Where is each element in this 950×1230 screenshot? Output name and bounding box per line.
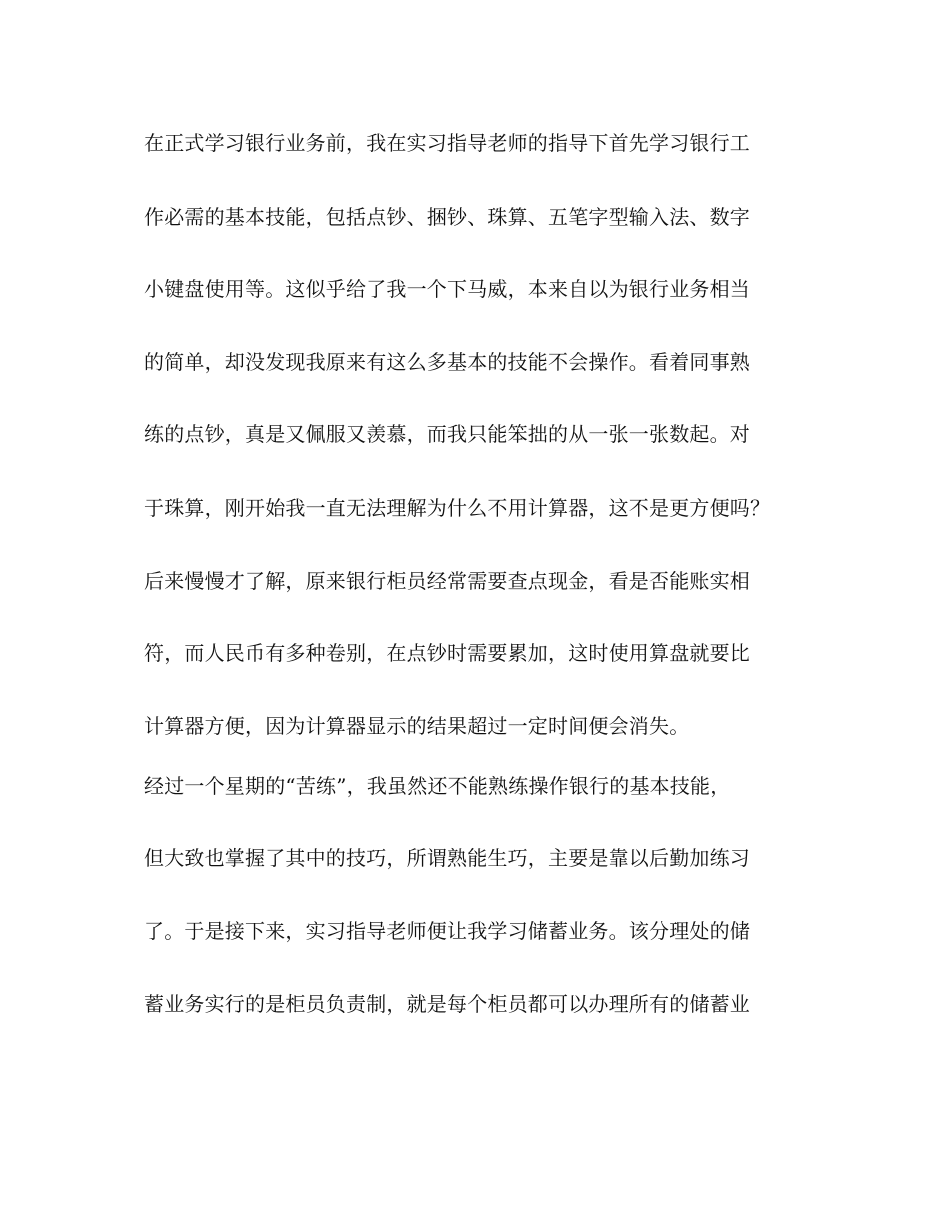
text-line: 经过一个星期的“苦练”，我虽然还不能熟练操作银行的基本技能， (144, 774, 731, 798)
text-line: 于珠算，刚开始我一直无法理解为什么不用计算器，这不是更方便吗？ (144, 496, 771, 520)
text-line: 但大致也掌握了其中的技巧，所谓熟能生巧，主要是靠以后勤加练习 (144, 846, 750, 870)
text-line: 后来慢慢才了解，原来银行柜员经常需要查点现金，看是否能账实相 (144, 569, 750, 593)
text-line: 作必需的基本技能，包括点钞、捆钞、珠算、五笔字型输入法、数字 (144, 205, 750, 229)
text-line: 的简单，却没发现我原来有这么多基本的技能不会操作。看着同事熟 (144, 350, 750, 374)
text-line: 计算器方便，因为计算器显示的结果超过一定时间便会消失。 (144, 714, 690, 738)
text-line: 练的点钞，真是又佩服又羡慕，而我只能笨拙的从一张一张数起。对 (144, 422, 750, 446)
text-line: 了。于是接下来，实习指导老师便让我学习储蓄业务。该分理处的储 (144, 919, 750, 943)
text-line: 小键盘使用等。这似乎给了我一个下马威，本来自以为银行业务相当 (144, 277, 750, 301)
text-line: 蓄业务实行的是柜员负责制，就是每个柜员都可以办理所有的储蓄业 (144, 992, 750, 1016)
text-line: 在正式学习银行业务前，我在实习指导老师的指导下首先学习银行工 (144, 131, 750, 155)
text-line: 符，而人民币有多种卷别，在点钞时需要累加，这时使用算盘就要比 (144, 641, 750, 665)
